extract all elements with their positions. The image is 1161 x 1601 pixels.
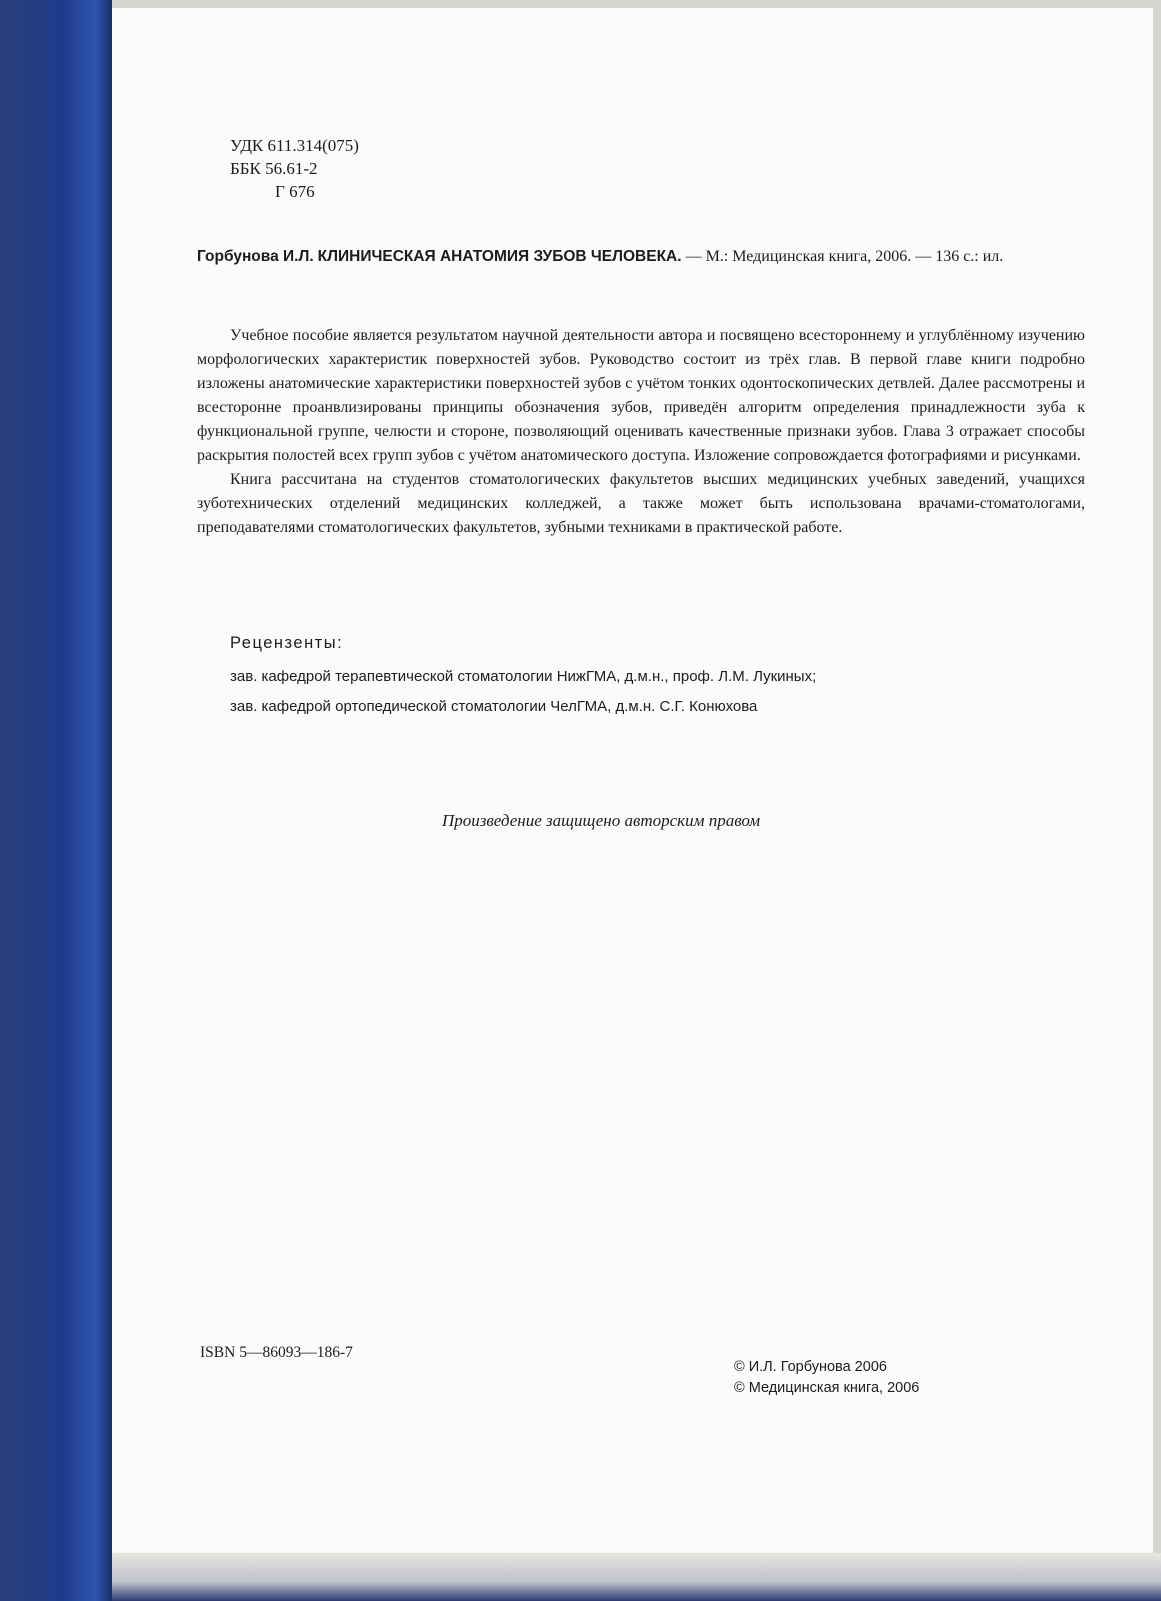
book-binding bbox=[0, 0, 112, 1601]
abstract-paragraph-2: Книга рассчитана на студентов стоматологических факультетов высших медицинских учебных заведений, учащихся зуботехнических отделений медицинских колледжей, а также может быть использована врачами-стоматологами, преподавателями стоматологических факультетов, зубными техниками в практической работе. bbox=[197, 471, 1085, 536]
reviewer-item: зав. кафедрой ортопедической стоматологии ЧелГМА, д.м.н. С.Г. Конюхова bbox=[230, 698, 758, 715]
classification-block bbox=[230, 134, 359, 203]
bibliographic-record bbox=[197, 244, 1085, 269]
abstract bbox=[197, 324, 1085, 540]
record-title: КЛИНИЧЕСКАЯ АНАТОМИЯ ЗУБОВ ЧЕЛОВЕКА. bbox=[317, 248, 682, 265]
record-author: Горбунова И.Л. bbox=[197, 248, 314, 265]
author-mark: Г 676 bbox=[275, 182, 315, 201]
isbn: ISBN 5—86093—186-7 bbox=[200, 1344, 353, 1361]
reviewers-heading: Рецензенты: bbox=[230, 634, 344, 652]
reviewer-item: зав. кафедрой терапевтической стоматологии НижГМА, д.м.н., проф. Л.М. Лукиных; bbox=[230, 668, 817, 685]
page-bottom-edge bbox=[112, 1553, 1161, 1601]
record-publication-info: — М.: Медицинская книга, 2006. — 136 с.: ил. bbox=[681, 248, 1004, 265]
copyright-author: © И.Л. Горбунова 2006 bbox=[734, 1359, 887, 1375]
page-content bbox=[112, 8, 1153, 1553]
udk-code: УДК 611.314(075) bbox=[230, 136, 359, 155]
book-page bbox=[112, 8, 1153, 1553]
bbk-code: ББК 56.61-2 bbox=[230, 159, 318, 178]
copyright-notice: Произведение защищено авторским правом bbox=[442, 811, 761, 830]
abstract-paragraph-1: Учебное пособие является результатом научной деятельности автора и посвящено всестороннему и углублённому изучению морфологических характеристик поверхностей зубов. Руководство состоит из трёх глав. В первой главе книги подробно изложены анатомические характеристики поверхностей зубов с учётом тонких одонтоскопических детвлей. Далее рассмотрены и всесторонне проанвлизированы принципы обозначения зубов, приведён алгоритм определения принадлежности зуба к функциональной группе, челюсти и стороне, позволяющий оценивать качественные признаки зубов. Глава 3 отражает способы раскрытия полостей всех групп зубов с учётом анатомического доступа. Изложение сопровождается фотографиями и рисунками. bbox=[197, 327, 1085, 464]
copyright-publisher: © Медицинская книга, 2006 bbox=[734, 1380, 920, 1396]
copyright-lines bbox=[734, 1357, 919, 1399]
